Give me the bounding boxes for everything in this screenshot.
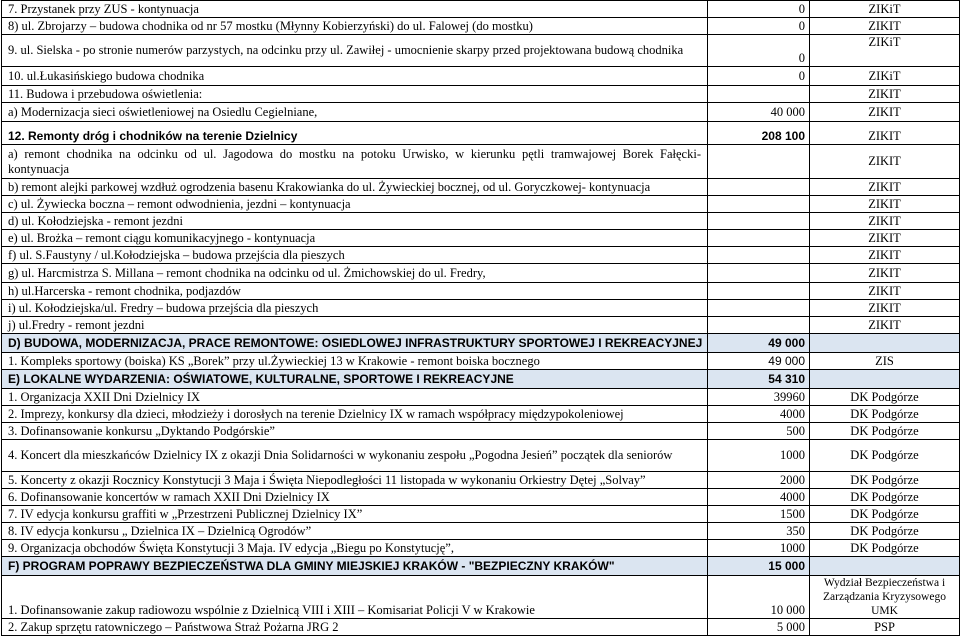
row-amount: 0 — [708, 18, 810, 35]
row-organization: ZIKIT — [810, 283, 960, 300]
table-row — [2, 145, 960, 179]
row-organization: ZIKIT — [810, 122, 960, 145]
row-amount: 1000 — [708, 440, 810, 472]
section-header-row — [2, 334, 960, 353]
row-description: 2. Zakup sprzętu ratowniczego – Państwowa Straż Pożarna JRG 2 — [2, 619, 708, 636]
row-amount: 5 000 — [708, 619, 810, 636]
row-amount — [708, 283, 810, 300]
table-row — [2, 300, 960, 317]
table-row — [2, 18, 960, 35]
table-row — [2, 406, 960, 423]
row-organization: Wydział Bezpieczeństwa i Zarządzania Kryzysowego UMK — [810, 576, 960, 619]
row-organization: ZIS — [810, 353, 960, 370]
row-amount: 0 — [708, 67, 810, 86]
row-organization: DK Podgórze — [810, 406, 960, 423]
table-row — [2, 489, 960, 506]
row-amount: 1000 — [708, 540, 810, 557]
row-organization: ZIKIT — [810, 247, 960, 264]
table-row — [2, 506, 960, 523]
row-amount: 49 000 — [708, 353, 810, 370]
row-organization: DK Podgórze — [810, 440, 960, 472]
section-amount: 15 000 — [708, 557, 810, 576]
table-row — [2, 67, 960, 86]
row-amount — [708, 145, 810, 179]
section-title: E) LOKALNE WYDARZENIA: OŚWIATOWE, KULTURALNE, SPORTOWE I REKREACYJNE — [2, 370, 708, 389]
row-organization: DK Podgórze — [810, 540, 960, 557]
table-row — [2, 86, 960, 103]
row-description: 1. Dofinansowanie zakup radiowozu wspólnie z Dzielnicą VIII i XIII – Komisariat Policji V w Krakowie — [2, 576, 708, 619]
row-amount: 500 — [708, 423, 810, 440]
row-amount — [708, 247, 810, 264]
row-amount — [708, 179, 810, 196]
row-organization: ZIKIT — [810, 264, 960, 283]
row-description: 3. Dofinansowanie konkursu „Dyktando Podgórskie” — [2, 423, 708, 440]
row-description: d) ul. Kołodziejska - remont jezdni — [2, 213, 708, 230]
row-description: 7. Przystanek przy ZUS - kontynuacja — [2, 1, 708, 18]
row-amount: 4000 — [708, 489, 810, 506]
row-organization: DK Podgórze — [810, 423, 960, 440]
table-row — [2, 317, 960, 334]
row-description: 8. IV edycja konkursu „ Dzielnica IX – Dzielnicą Ogrodów” — [2, 523, 708, 540]
row-organization: ZIKIT — [810, 18, 960, 35]
row-organization: ZIKIT — [810, 213, 960, 230]
row-description: f) ul. S.Faustyny / ul.Kołodziejska – budowa przejścia dla pieszych — [2, 247, 708, 264]
row-description: 7. IV edycja konkursu graffiti w „Przestrzeni Publicznej Dzielnicy IX” — [2, 506, 708, 523]
table-row — [2, 440, 960, 472]
table-row — [2, 283, 960, 300]
row-amount: 208 100 — [708, 122, 810, 145]
row-amount — [708, 317, 810, 334]
row-amount: 40 000 — [708, 103, 810, 122]
row-organization: ZIKiT — [810, 67, 960, 86]
table-row — [2, 103, 960, 122]
row-amount — [708, 86, 810, 103]
row-amount — [708, 300, 810, 317]
row-description: 8) ul. Zbrojarzy – budowa chodnika od nr 57 mostku (Młynny Kobierzyński) do ul. Falowej (do mostku) — [2, 18, 708, 35]
row-description: a) Modernizacja sieci oświetleniowej na Osiedlu Cegielniane, — [2, 103, 708, 122]
table-row — [2, 122, 960, 145]
budget-table — [1, 0, 960, 636]
table-row — [2, 247, 960, 264]
section-amount: 54 310 — [708, 370, 810, 389]
table-row — [2, 540, 960, 557]
table-row — [2, 196, 960, 213]
row-organization — [810, 334, 960, 353]
row-description: g) ul. Harcmistrza S. Millana – remont chodnika na odcinku od ul. Żmichowskiej do ul. Fredry, — [2, 264, 708, 283]
row-description: 5. Koncerty z okazji Rocznicy Konstytucji 3 Maja i Święta Niepodległości 11 listopada w wykonaniu Orkiestry Dętej „Solvay” — [2, 472, 708, 489]
row-organization: ZIKIT — [810, 300, 960, 317]
row-organization: DK Podgórze — [810, 389, 960, 406]
row-organization: ZIKIT — [810, 145, 960, 179]
row-organization — [810, 557, 960, 576]
section-header-row — [2, 557, 960, 576]
row-amount: 10 000 — [708, 576, 810, 619]
section-title: F) PROGRAM POPRAWY BEZPIECZEŃSTWA DLA GMINY MIEJSKIEJ KRAKÓW - "BEZPIECZNY KRAKÓW" — [2, 557, 708, 576]
table-row — [2, 1, 960, 18]
table-row — [2, 619, 960, 636]
row-amount: 4000 — [708, 406, 810, 423]
row-description: 12. Remonty dróg i chodników na terenie Dzielnicy — [2, 122, 708, 145]
table-row — [2, 472, 960, 489]
row-description: a) remont chodnika na odcinku od ul. Jagodowa do mostku na potoku Urwisko, w kierunku pętli tramwajowej Borek Fałęcki- kontynuacja — [2, 145, 708, 179]
row-description: 1. Kompleks sportowy (boiska) KS „Borek” przy ul.Żywieckiej 13 w Krakowie - remont boiska bocznego — [2, 353, 708, 370]
row-amount: 0 — [708, 35, 810, 67]
row-amount: 39960 — [708, 389, 810, 406]
row-amount — [708, 196, 810, 213]
row-amount — [708, 264, 810, 283]
row-amount: 350 — [708, 523, 810, 540]
row-organization: ZIKIT — [810, 196, 960, 213]
row-description: h) ul.Harcerska - remont chodnika, podjazdów — [2, 283, 708, 300]
row-description: 9. Organizacja obchodów Święta Konstytucji 3 Maja. IV edycja „Biegu po Konstytucję”, — [2, 540, 708, 557]
row-organization: DK Podgórze — [810, 472, 960, 489]
row-organization: ZIKiT — [810, 35, 960, 67]
row-organization: ZIKIT — [810, 103, 960, 122]
row-description: 9. ul. Sielska - po stronie numerów parzystych, na odcinku przy ul. Zawiłej - umocnienie skarpy przed projektowana budową chodnika — [2, 35, 708, 67]
row-organization: ZIKIT — [810, 179, 960, 196]
row-description: e) ul. Brożka – remont ciągu komunikacyjnego - kontynuacja — [2, 230, 708, 247]
table-row — [2, 423, 960, 440]
section-amount: 49 000 — [708, 334, 810, 353]
row-description: i) ul. Kołodziejska/ul. Fredry – budowa przejścia dla pieszych — [2, 300, 708, 317]
row-organization — [810, 370, 960, 389]
table-row — [2, 179, 960, 196]
row-organization: DK Podgórze — [810, 523, 960, 540]
table-row — [2, 576, 960, 619]
row-description: 4. Koncert dla mieszkańców Dzielnicy IX z okazji Dnia Solidarności w wykonaniu zespołu „Pogodna Jesień” początek dla seniorów — [2, 440, 708, 472]
row-amount: 1500 — [708, 506, 810, 523]
row-organization: ZIKiT — [810, 1, 960, 18]
table-row — [2, 353, 960, 370]
row-description: 2. Imprezy, konkursy dla dzieci, młodzieży i dorosłych na terenie Dzielnicy IX w ramach współpracy międzypokoleniowej — [2, 406, 708, 423]
row-description: 10. ul.Łukasińskiego budowa chodnika — [2, 67, 708, 86]
row-description: 11. Budowa i przebudowa oświetlenia: — [2, 86, 708, 103]
row-amount — [708, 213, 810, 230]
table-row — [2, 230, 960, 247]
row-organization: ZIKIT — [810, 317, 960, 334]
row-description: c) ul. Żywiecka boczna – remont odwodnienia, jezdni – kontynuacja — [2, 196, 708, 213]
row-amount: 2000 — [708, 472, 810, 489]
table-row — [2, 389, 960, 406]
row-organization: PSP — [810, 619, 960, 636]
row-organization: DK Podgórze — [810, 489, 960, 506]
table-row — [2, 264, 960, 283]
table-row — [2, 523, 960, 540]
table-row — [2, 35, 960, 67]
row-description: 6. Dofinansowanie koncertów w ramach XXII Dni Dzielnicy IX — [2, 489, 708, 506]
section-title: D) BUDOWA, MODERNIZACJA, PRACE REMONTOWE: OSIEDLOWEJ INFRASTRUKTURY SPORTOWEJ I REKREACYJNEJ — [2, 334, 708, 353]
row-amount: 0 — [708, 1, 810, 18]
row-description: b) remont alejki parkowej wzdłuż ogrodzenia basenu Krakowianka do ul. Żywieckiej bocznej, od ul. Goryczkowej- kontynuacja — [2, 179, 708, 196]
row-amount — [708, 230, 810, 247]
row-organization: ZIKIT — [810, 86, 960, 103]
row-organization: ZIKIT — [810, 230, 960, 247]
row-organization: DK Podgórze — [810, 506, 960, 523]
row-description: 1. Organizacja XXII Dni Dzielnicy IX — [2, 389, 708, 406]
row-description: j) ul.Fredry - remont jezdni — [2, 317, 708, 334]
table-row — [2, 213, 960, 230]
section-header-row — [2, 370, 960, 389]
